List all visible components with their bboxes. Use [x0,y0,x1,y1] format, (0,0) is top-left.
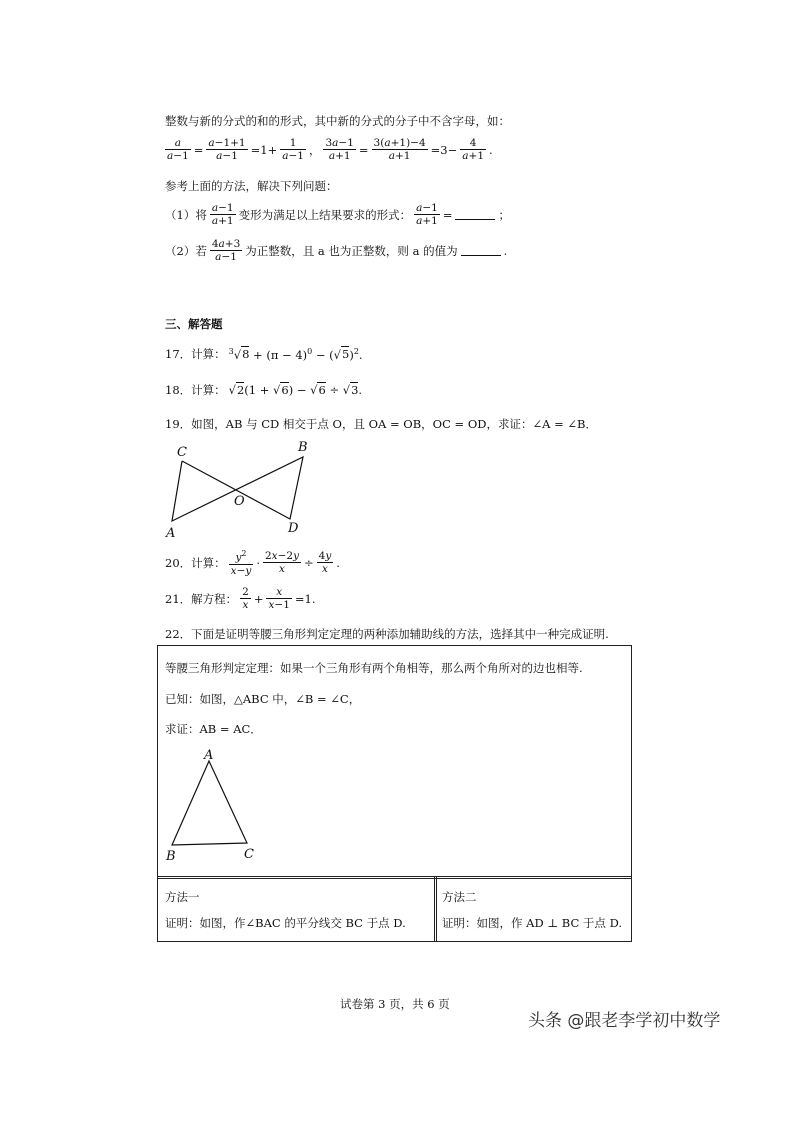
problem-20: 20．计算： $\frac{y^2}{x-y}$ · $\frac{2x-2y}{x}$ ÷ $\frac{4y}{x}$ . [165,549,340,577]
method-2-text: 证明：如图，作 AD ⊥ BC 于点 D. [442,916,623,930]
page-footer: 试卷第 3 页，共 6 页 [340,997,450,1011]
fig19-label-d: D [288,521,299,536]
problem-17: 17．计算： $^3√8 + (\pi - 4)^0 - (√5)^2$. [165,346,363,362]
reference-line: 参考上面的方法，解决下列问题： [165,179,338,193]
q1-mid: 变形为满足以上结果要求的形式： [238,207,412,222]
p20-label: 20．计算： [165,555,226,570]
q1-prefix: （1）将 [165,207,207,222]
question-2: （2）若 $\frac{4a+3}{a-1}$ 为正整数，且 a 也为正整数，则 a 的值为 . [165,238,508,264]
tri-label-b: B [166,849,176,864]
fig19-label-b: B [298,440,308,455]
triangle-figure [160,745,270,865]
problem-19: 19．如图，AB 与 CD 相交于点 O，且 OA = OB，OC = OD，求证：∠A = ∠B． [165,417,597,431]
problem-21: 21．解方程： $\frac{2}{x}$ + $\frac{x}{x-1}$ =1. [165,586,316,612]
intro-line: 整数与新的分式的和的形式，其中新的分式的分子中不含字母，如： [165,114,510,128]
problem-18: 18．计算： √2(1 + √6) − √6 ÷ √3. [165,383,363,397]
question-1: （1）将 $\frac{a-1}{a+1}$ 变形为满足以上结果要求的形式： $\frac{a-1}{a+1}$ = ； [165,202,510,228]
method-1-title: 方法一 [165,890,200,904]
problem-22: 22．下面是证明等腰三角形判定定理的两种添加辅助线的方法，选择其中一种完成证明. [165,627,609,641]
example-equations: $\frac{a}{a-1}$ = $\frac{a-1+1}{a-1}$ =1+ $\frac{1}{a-1}$ ， $\frac{3a-1}{a+1}$ = $\frac{3(a+1)-4}{a+1}$ =3− $\frac{4}{a+1}$ . [167,137,493,163]
q1-end: ； [498,207,510,222]
p21-label: 21．解方程： [165,591,238,606]
q2-end: . [503,243,508,258]
fig19-label-a: A [166,526,176,541]
watermark: 头条 @跟老李学初中数学 [528,1011,721,1031]
q2-prefix: （2）若 [165,243,207,258]
section-title: 三、解答题 [165,317,223,331]
method-1-text: 证明：如图，作∠BAC 的平分线交 BC 于点 D. [165,916,406,930]
method-1-cell [157,876,437,942]
q2-mid: 为正整数，且 a 也为正整数，则 a 的值为 [245,243,458,258]
method-2-cell [434,876,632,942]
fig19-label-o: O [234,494,245,509]
prove-text: 求证：AB = AC． [165,722,262,736]
p18-label: 18．计算： [165,383,226,397]
tri-label-a: A [204,748,214,763]
q1-answer-blank [455,209,495,220]
theorem-text: 等腰三角形判定定理：如果一个三角形有两个角相等，那么两个角所对的边也相等. [165,661,583,675]
method-2-title: 方法二 [442,890,477,904]
p17-label: 17．计算： [165,347,226,361]
figure-19 [160,437,330,542]
tri-label-c: C [244,847,254,862]
q2-answer-blank [461,245,501,256]
fig19-label-c: C [177,445,187,460]
given-text: 已知：如图，△ABC 中，∠B = ∠C， [165,692,361,706]
